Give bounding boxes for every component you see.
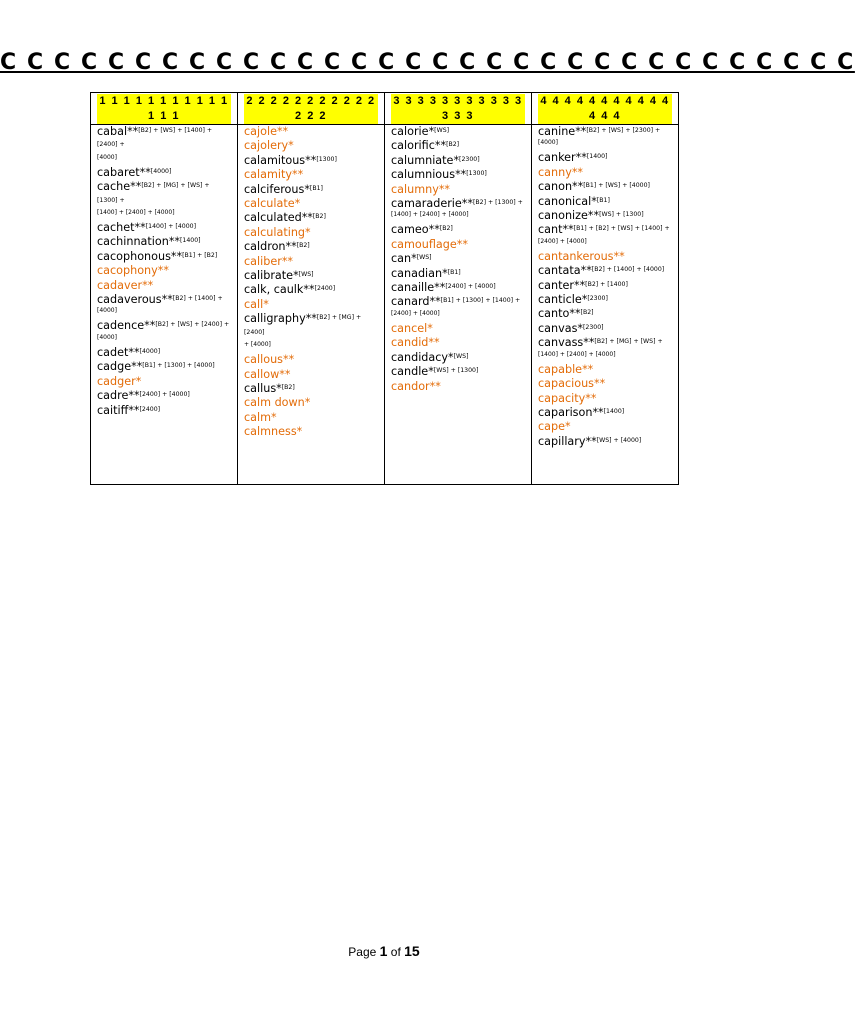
importance-marker: ** bbox=[572, 180, 584, 194]
source-references: [B1] + [1300] + [4000] bbox=[142, 362, 215, 370]
footer-middle: of bbox=[387, 945, 405, 959]
word-entry bbox=[538, 195, 672, 209]
word-text: canny bbox=[538, 165, 572, 179]
column-1-entries bbox=[91, 125, 238, 485]
word-text: calculated bbox=[244, 211, 302, 225]
importance-marker: * bbox=[428, 365, 434, 379]
importance-marker: * bbox=[304, 396, 311, 410]
importance-marker: ** bbox=[434, 281, 446, 295]
importance-marker: ** bbox=[128, 345, 140, 359]
word-text: cantankerous bbox=[538, 249, 614, 263]
word-text: cabal bbox=[97, 125, 128, 138]
source-references: [B1] + [1300] + [1400] + bbox=[440, 297, 521, 305]
importance-marker: ** bbox=[582, 362, 594, 376]
importance-marker: ** bbox=[428, 336, 440, 350]
column-header-2 bbox=[238, 93, 385, 125]
source-references: [B2] + [WS] + [2400] + bbox=[155, 321, 230, 329]
word-text: caldron bbox=[244, 240, 286, 254]
word-entry bbox=[244, 226, 378, 240]
column-header-1 bbox=[91, 93, 238, 125]
word-entry bbox=[391, 295, 525, 309]
word-text: cancel bbox=[391, 321, 428, 335]
word-text: caitiff bbox=[97, 403, 129, 417]
word-text: cajole bbox=[244, 125, 277, 138]
source-references: [2400] bbox=[139, 405, 161, 413]
word-entry bbox=[244, 125, 378, 139]
word-entry bbox=[538, 377, 672, 391]
importance-marker: * bbox=[428, 125, 435, 138]
source-references: [B2] + [MG] + [WS] + bbox=[594, 338, 663, 346]
word-text: candor bbox=[391, 379, 430, 393]
importance-marker: ** bbox=[585, 434, 597, 448]
importance-marker: * bbox=[263, 297, 269, 311]
source-references: [B1] + [B2] + [WS] + [1400] + bbox=[573, 225, 670, 233]
word-text: caliber bbox=[244, 254, 282, 268]
word-text: calamitous bbox=[244, 153, 306, 167]
word-entry bbox=[391, 336, 525, 350]
column-4-entries bbox=[532, 125, 679, 485]
word-text: canto bbox=[538, 307, 570, 321]
source-references: [B2] + [WS] + [2300] + bbox=[586, 127, 661, 134]
word-entry bbox=[244, 240, 378, 254]
word-entry bbox=[97, 166, 231, 180]
word-text: cajolery bbox=[244, 139, 289, 153]
word-entry bbox=[538, 125, 672, 139]
source-references: [B2] bbox=[580, 309, 594, 317]
word-entry bbox=[244, 382, 378, 396]
word-entry bbox=[244, 425, 378, 439]
source-references: [2400] + [4000] bbox=[139, 391, 190, 399]
word-entry bbox=[391, 183, 525, 197]
page-title: C C C C C C C C C C C C C C C C C C C C C C C C C C C C C C C C bbox=[0, 50, 855, 75]
importance-marker: ** bbox=[575, 151, 587, 165]
word-entry bbox=[538, 264, 672, 278]
source-references-continued: [1400] + [2400] + [4000] bbox=[538, 350, 616, 358]
importance-marker: ** bbox=[285, 240, 297, 254]
word-text: canonize bbox=[538, 209, 588, 223]
importance-marker: ** bbox=[429, 379, 441, 393]
word-entry bbox=[538, 180, 672, 194]
source-references: [1300] bbox=[466, 170, 487, 178]
source-references-continued: [4000] bbox=[97, 153, 117, 161]
word-text: calorie bbox=[391, 125, 429, 138]
word-entry bbox=[244, 154, 378, 168]
source-references: [1400] bbox=[586, 153, 608, 161]
word-text: calk, caulk bbox=[244, 283, 304, 297]
importance-marker: ** bbox=[428, 223, 440, 237]
word-entry bbox=[244, 298, 378, 312]
source-references: [B2] + [MG] + [2400] bbox=[244, 314, 362, 336]
column-header-label: 2 2 2 2 2 2 2 2 2 2 2 2 2 2 bbox=[244, 94, 378, 124]
column-header-label: 3 3 3 3 3 3 3 3 3 3 3 3 3 3 bbox=[391, 94, 525, 124]
importance-marker: * bbox=[427, 321, 433, 335]
source-references-continued: [2400] + [4000] bbox=[391, 309, 440, 317]
word-text: calumnious bbox=[391, 168, 456, 182]
word-entry bbox=[97, 389, 231, 403]
word-entry bbox=[538, 293, 672, 307]
importance-marker: ** bbox=[583, 336, 595, 350]
source-references: [B2] bbox=[281, 383, 295, 391]
importance-marker: ** bbox=[461, 197, 473, 211]
word-text: cadence bbox=[97, 319, 145, 333]
word-entry bbox=[244, 211, 378, 225]
importance-marker: ** bbox=[613, 249, 625, 263]
source-references: [B2] + [1400] + [4000] bbox=[591, 266, 665, 274]
importance-marker: * bbox=[442, 266, 448, 280]
vocabulary-table bbox=[90, 92, 679, 485]
word-text: calm bbox=[244, 410, 272, 424]
word-text: calamity bbox=[244, 168, 292, 182]
word-text: cabaret bbox=[97, 165, 140, 179]
word-text: canvas bbox=[538, 321, 578, 335]
source-references: [B2] + [WS] + [1400] + [2400] + bbox=[97, 127, 213, 149]
word-entry bbox=[538, 151, 672, 165]
word-text: calumniate bbox=[391, 153, 454, 167]
word-entry bbox=[391, 139, 525, 153]
word-text: cadre bbox=[97, 389, 129, 403]
word-entry bbox=[391, 168, 525, 182]
word-text: canaille bbox=[391, 281, 435, 295]
importance-marker: ** bbox=[580, 264, 592, 278]
word-text: calorific bbox=[391, 139, 435, 153]
importance-marker: ** bbox=[144, 319, 156, 333]
importance-marker: ** bbox=[128, 389, 140, 403]
word-entry bbox=[391, 322, 525, 336]
word-text: callus bbox=[244, 381, 277, 395]
word-entry bbox=[391, 197, 525, 211]
word-text: calibrate bbox=[244, 269, 294, 283]
importance-marker: * bbox=[581, 293, 588, 307]
word-entry bbox=[538, 279, 672, 293]
source-references: [2300] bbox=[587, 295, 608, 303]
word-text: cacophony bbox=[97, 264, 158, 278]
importance-marker: * bbox=[293, 269, 299, 283]
importance-marker: ** bbox=[301, 211, 313, 225]
word-text: capillary bbox=[538, 434, 586, 448]
source-references: [2400] bbox=[314, 285, 336, 293]
word-text: candidacy bbox=[391, 350, 449, 364]
word-text: calciferous bbox=[244, 182, 305, 196]
importance-marker: * bbox=[276, 381, 282, 395]
word-entry bbox=[97, 250, 231, 264]
importance-marker: ** bbox=[585, 391, 597, 405]
word-text: cadge bbox=[97, 360, 132, 374]
word-entry bbox=[244, 283, 378, 297]
word-entry bbox=[538, 166, 672, 180]
word-entry bbox=[391, 365, 525, 379]
importance-marker: ** bbox=[305, 153, 317, 167]
source-references: [B1] bbox=[309, 184, 323, 192]
word-entry bbox=[391, 351, 525, 365]
source-references: [B2] + [1400] bbox=[585, 280, 628, 288]
importance-marker: * bbox=[296, 425, 303, 439]
word-text: candid bbox=[391, 336, 429, 350]
word-entry bbox=[538, 392, 672, 406]
page-footer bbox=[0, 943, 768, 959]
word-entry bbox=[244, 396, 378, 410]
word-text: cameo bbox=[391, 223, 429, 237]
word-text: calligraphy bbox=[244, 312, 306, 326]
word-text: canter bbox=[538, 278, 574, 292]
word-text: canine bbox=[538, 125, 576, 138]
importance-marker: ** bbox=[279, 367, 291, 381]
word-text: call bbox=[244, 297, 264, 311]
word-entry bbox=[538, 363, 672, 377]
source-references: [WS] bbox=[434, 127, 450, 134]
source-references: [B1] + [WS] + [4000] bbox=[583, 182, 650, 190]
word-text: canticle bbox=[538, 293, 582, 307]
importance-marker: ** bbox=[429, 295, 441, 309]
word-text: candle bbox=[391, 365, 429, 379]
source-references: [B1] + [B2] bbox=[182, 251, 218, 259]
word-entry bbox=[97, 235, 231, 249]
word-entry bbox=[97, 125, 231, 154]
importance-marker: ** bbox=[456, 237, 468, 251]
column-header-3 bbox=[385, 93, 532, 125]
word-entry bbox=[244, 353, 378, 367]
word-entry bbox=[391, 281, 525, 295]
source-references: [WS] bbox=[453, 352, 469, 360]
source-references: [B2] + [1300] + bbox=[472, 199, 523, 207]
importance-marker: ** bbox=[438, 182, 451, 196]
word-text: can bbox=[391, 252, 412, 266]
importance-marker: ** bbox=[142, 278, 154, 292]
word-entry bbox=[391, 267, 525, 281]
word-entry bbox=[391, 252, 525, 266]
word-entry bbox=[244, 312, 378, 341]
importance-marker: * bbox=[591, 194, 597, 208]
word-text: callous bbox=[244, 353, 283, 367]
word-entry bbox=[244, 139, 378, 153]
source-references: [WS] + [1300] bbox=[599, 211, 644, 219]
importance-marker: ** bbox=[157, 264, 169, 278]
word-entry bbox=[244, 255, 378, 269]
importance-marker: ** bbox=[161, 293, 173, 307]
source-references: [2300] bbox=[459, 155, 480, 163]
importance-marker: ** bbox=[575, 125, 587, 138]
word-text: callow bbox=[244, 367, 280, 381]
word-entry bbox=[538, 250, 672, 264]
importance-marker: ** bbox=[571, 165, 583, 179]
word-entry bbox=[97, 346, 231, 360]
word-entry bbox=[97, 319, 231, 333]
column-header-4 bbox=[532, 93, 679, 125]
footer-total-pages: 15 bbox=[404, 943, 420, 959]
word-text: camaraderie bbox=[391, 197, 462, 211]
source-references: [1400] bbox=[603, 407, 625, 415]
source-references: [1300] bbox=[316, 155, 337, 163]
word-entry bbox=[97, 293, 231, 307]
source-references: [WS] + [4000] bbox=[596, 436, 642, 444]
importance-marker: ** bbox=[283, 353, 295, 367]
word-entry bbox=[538, 307, 672, 321]
word-text: capacious bbox=[538, 377, 594, 391]
word-text: calm down bbox=[244, 396, 305, 410]
importance-marker: * bbox=[453, 153, 460, 167]
footer-current-page: 1 bbox=[379, 943, 388, 959]
word-text: camouflage bbox=[391, 237, 457, 251]
source-references: [4000] bbox=[139, 347, 161, 355]
importance-marker: ** bbox=[281, 254, 293, 268]
source-references: [1400] bbox=[180, 237, 201, 245]
importance-marker: ** bbox=[305, 312, 317, 326]
column-header-label: 1 1 1 1 1 1 1 1 1 1 1 1 1 1 bbox=[97, 94, 231, 124]
source-references: [WS] bbox=[416, 254, 432, 262]
source-references: [B2] bbox=[296, 242, 310, 250]
word-entry bbox=[244, 269, 378, 283]
word-entry bbox=[244, 168, 378, 182]
importance-marker: ** bbox=[569, 307, 581, 321]
word-entry bbox=[97, 404, 231, 418]
word-entry bbox=[391, 380, 525, 394]
importance-marker: * bbox=[294, 197, 301, 211]
word-text: caparison bbox=[538, 405, 593, 419]
importance-marker: * bbox=[577, 321, 583, 335]
word-text: calculating bbox=[244, 225, 306, 239]
header-row bbox=[91, 93, 679, 125]
importance-marker: ** bbox=[128, 403, 140, 417]
source-references: [4000] bbox=[150, 167, 172, 175]
word-entry bbox=[391, 238, 525, 252]
word-entry bbox=[97, 279, 231, 293]
source-references: [1400] + [4000] bbox=[145, 223, 196, 231]
word-text: calumny bbox=[391, 182, 439, 196]
entries-row bbox=[91, 125, 679, 485]
source-references: [B2] bbox=[439, 225, 453, 233]
word-entry bbox=[244, 411, 378, 425]
importance-marker: * bbox=[288, 139, 294, 153]
importance-marker: ** bbox=[562, 223, 574, 237]
importance-marker: ** bbox=[434, 139, 447, 153]
word-text: cant bbox=[538, 223, 563, 237]
source-references: [B2] + [MG] + [WS] + [1300] + bbox=[97, 182, 210, 204]
column-2-entries bbox=[238, 125, 385, 485]
word-entry bbox=[244, 197, 378, 211]
word-entry bbox=[97, 375, 231, 389]
source-references-continued: [4000] bbox=[97, 333, 117, 341]
source-references: [WS] + [1300] bbox=[433, 367, 479, 375]
importance-marker: ** bbox=[455, 168, 467, 182]
word-text: cadaver bbox=[97, 278, 143, 292]
word-entry bbox=[538, 209, 672, 223]
importance-marker: ** bbox=[170, 249, 183, 263]
source-references: [B2] bbox=[446, 141, 460, 149]
word-entry bbox=[97, 264, 231, 278]
word-text: canker bbox=[538, 151, 576, 165]
importance-marker: ** bbox=[592, 405, 604, 419]
importance-marker: * bbox=[304, 182, 310, 196]
source-references-continued: [4000] bbox=[538, 139, 558, 147]
column-header-label: 4 4 4 4 4 4 4 4 4 4 4 4 4 4 bbox=[538, 94, 672, 124]
importance-marker: ** bbox=[168, 235, 181, 249]
word-entry bbox=[244, 368, 378, 382]
importance-marker: ** bbox=[127, 125, 139, 138]
word-text: calmness bbox=[244, 425, 297, 439]
word-entry bbox=[391, 223, 525, 237]
source-references: [B1] bbox=[447, 268, 461, 276]
importance-marker: * bbox=[448, 350, 454, 364]
importance-marker: * bbox=[135, 374, 142, 388]
importance-marker: * bbox=[411, 252, 417, 266]
word-text: cache bbox=[97, 180, 131, 194]
word-text: calculate bbox=[244, 197, 295, 211]
source-references-continued: [1400] + [2400] + [4000] bbox=[391, 211, 469, 219]
importance-marker: ** bbox=[139, 165, 151, 179]
word-text: cadger bbox=[97, 374, 136, 388]
word-entry bbox=[538, 420, 672, 434]
importance-marker: ** bbox=[130, 180, 142, 194]
source-references: [B1] bbox=[596, 196, 610, 204]
word-text: canon bbox=[538, 180, 573, 194]
importance-marker: * bbox=[271, 410, 277, 424]
source-references-continued: [2400] + [4000] bbox=[538, 237, 587, 245]
word-text: cachet bbox=[97, 221, 135, 235]
word-text: canard bbox=[391, 295, 430, 309]
source-references: [B2] + [1400] + bbox=[172, 295, 223, 303]
column-3-entries bbox=[385, 125, 532, 485]
word-text: cacophonous bbox=[97, 249, 171, 263]
word-text: capacity bbox=[538, 391, 586, 405]
importance-marker: ** bbox=[587, 209, 600, 223]
word-text: cantata bbox=[538, 264, 581, 278]
word-entry bbox=[538, 435, 672, 449]
importance-marker: ** bbox=[291, 168, 304, 182]
source-references: [2400] + [4000] bbox=[445, 283, 496, 291]
word-text: cachinnation bbox=[97, 235, 169, 249]
importance-marker: ** bbox=[573, 278, 586, 292]
word-text: cadet bbox=[97, 345, 129, 359]
source-references-continued: [4000] bbox=[97, 307, 117, 315]
source-references: [WS] bbox=[298, 271, 314, 279]
footer-prefix: Page bbox=[348, 945, 380, 959]
importance-marker: ** bbox=[134, 221, 146, 235]
word-entry bbox=[538, 336, 672, 350]
word-entry bbox=[244, 183, 378, 197]
word-text: capable bbox=[538, 362, 583, 376]
importance-marker: * bbox=[305, 225, 311, 239]
importance-marker: ** bbox=[276, 125, 289, 138]
word-entry bbox=[538, 406, 672, 420]
word-entry bbox=[97, 180, 231, 209]
word-text: canvass bbox=[538, 336, 584, 350]
source-references: [2300] bbox=[583, 323, 604, 331]
word-entry bbox=[391, 125, 525, 139]
word-text: canonical bbox=[538, 194, 592, 208]
word-text: cadaverous bbox=[97, 293, 162, 307]
importance-marker: ** bbox=[131, 360, 143, 374]
word-text: cape bbox=[538, 420, 565, 434]
word-entry bbox=[391, 154, 525, 168]
source-references-continued: [1400] + [2400] + [4000] bbox=[97, 209, 175, 217]
importance-marker: ** bbox=[303, 283, 315, 297]
word-entry bbox=[538, 322, 672, 336]
importance-marker: ** bbox=[594, 377, 606, 391]
word-entry bbox=[97, 221, 231, 235]
word-text: canadian bbox=[391, 266, 443, 280]
source-references: [B2] bbox=[312, 213, 326, 221]
word-entry bbox=[97, 360, 231, 374]
source-references-continued: + [4000] bbox=[244, 341, 271, 349]
importance-marker: * bbox=[565, 420, 571, 434]
word-entry bbox=[538, 223, 672, 237]
